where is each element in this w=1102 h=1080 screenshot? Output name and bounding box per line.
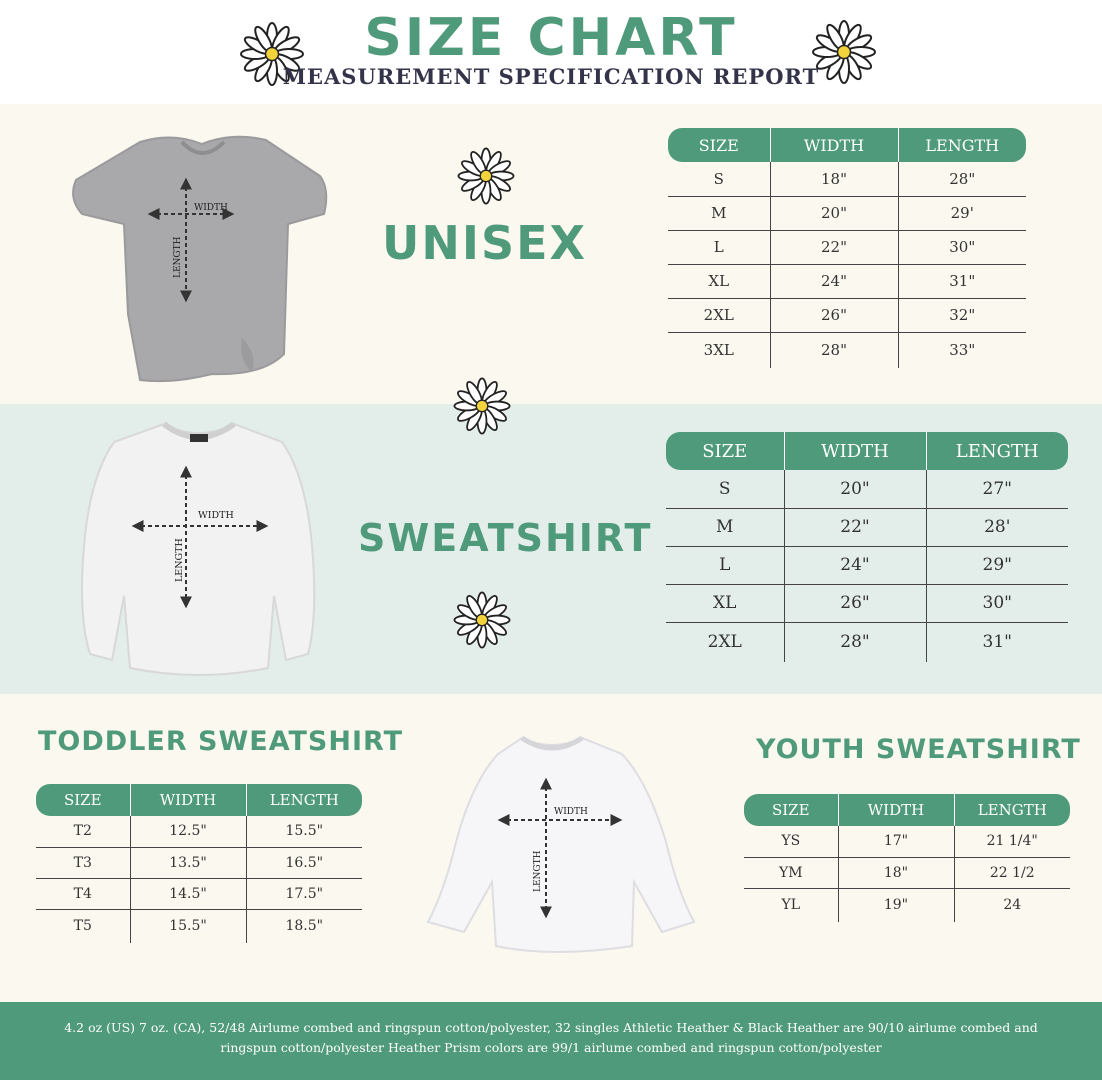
- size-cell: T2: [36, 816, 130, 847]
- fabric-details-text: 4.2 oz (US) 7 oz. (CA), 52/48 Airlume combed and ringspun cotton/polyester, 32 singles Athletic Heather & Black Heather are 90/10 airlume combed and ringspun cotton/polyester Heather Prism colors are 99/1 airlume combed and ringspun cotton/polyester: [64, 1020, 1038, 1055]
- table-row: [36, 816, 362, 847]
- width-cell: 22": [770, 230, 898, 264]
- length-label: LENGTH: [533, 850, 543, 892]
- width-label: WIDTH: [198, 510, 234, 521]
- length-cell: 18.5": [246, 909, 362, 943]
- width-cell: 28": [784, 622, 926, 662]
- size-cell: L: [666, 546, 784, 584]
- width-cell: 24": [770, 264, 898, 298]
- youth-label: YOUTH SWEATSHIRT: [756, 734, 1081, 765]
- size-cell: T5: [73, 918, 92, 935]
- size-cell: T4: [36, 878, 130, 909]
- column-header-length: LENGTH: [954, 794, 1070, 826]
- unisex-size-table: [668, 128, 1026, 368]
- width-cell: 12.5": [130, 816, 246, 847]
- size-cell: 3XL: [703, 341, 734, 360]
- column-header-length: LENGTH: [246, 784, 362, 816]
- size-cell: XL: [668, 264, 770, 298]
- table-row: [36, 878, 362, 909]
- column-header-length: LENGTH: [926, 432, 1068, 470]
- width-cell: 14.5": [130, 878, 246, 909]
- youth-size-table: [744, 794, 1070, 922]
- size-cell: T3: [36, 847, 130, 878]
- table-row: [668, 162, 1026, 196]
- size-cell: XL: [666, 584, 784, 622]
- sweatshirt-illustration: [68, 416, 330, 686]
- table-row: [36, 909, 362, 943]
- size-cell: 2XL: [707, 632, 742, 653]
- table-row: [666, 546, 1068, 584]
- width-label: WIDTH: [194, 203, 228, 213]
- length-label: LENGTH: [174, 538, 185, 582]
- column-header-size: SIZE: [668, 128, 770, 162]
- table-row: [744, 857, 1070, 888]
- size-cell: YL: [781, 897, 801, 914]
- size-cell: YS: [744, 826, 838, 857]
- sweatshirt-illustration: [412, 732, 706, 958]
- daisy-icon: [450, 374, 514, 438]
- column-header-size: SIZE: [36, 784, 130, 816]
- page-title: SIZE CHART: [364, 8, 738, 68]
- length-cell: 17.5": [246, 878, 362, 909]
- column-header-size: SIZE: [666, 432, 784, 470]
- width-cell: 19": [838, 888, 954, 922]
- toddler-size-table: [36, 784, 362, 943]
- length-cell: 30": [898, 230, 1026, 264]
- size-cell: L: [668, 230, 770, 264]
- length-cell: 22 1/2: [954, 857, 1070, 888]
- length-cell: 21 1/4": [954, 826, 1070, 857]
- length-cell: 31": [926, 622, 1068, 662]
- table-row: [666, 584, 1068, 622]
- table-row: [744, 888, 1070, 922]
- sweatshirt-section: [0, 404, 1102, 694]
- length-cell: 27": [926, 470, 1068, 508]
- sweatshirt-size-table: [666, 432, 1068, 662]
- width-cell: 13.5": [130, 847, 246, 878]
- table-row: [666, 622, 1068, 662]
- table-row: [668, 298, 1026, 332]
- length-cell: 31": [898, 264, 1026, 298]
- length-label: LENGTH: [173, 236, 183, 278]
- length-cell: 16.5": [246, 847, 362, 878]
- length-cell: 30": [926, 584, 1068, 622]
- kids-section: [0, 694, 1102, 1002]
- size-cell: S: [666, 470, 784, 508]
- column-header-width: WIDTH: [130, 784, 246, 816]
- fabric-details-footer: [0, 1002, 1102, 1080]
- length-cell: 24: [954, 888, 1070, 922]
- size-cell: M: [666, 508, 784, 546]
- table-row: [36, 847, 362, 878]
- table-row: [666, 508, 1068, 546]
- length-cell: 29': [898, 196, 1026, 230]
- width-cell: 26": [770, 298, 898, 332]
- table-row: [668, 264, 1026, 298]
- unisex-section: [0, 104, 1102, 404]
- length-cell: 29": [926, 546, 1068, 584]
- width-cell: 18": [770, 162, 898, 196]
- toddler-label: TODDLER SWEATSHIRT: [38, 726, 404, 757]
- length-cell: 15.5": [246, 816, 362, 847]
- daisy-icon: [450, 588, 514, 652]
- table-row: [668, 230, 1026, 264]
- size-cell: M: [668, 196, 770, 230]
- width-cell: 26": [784, 584, 926, 622]
- column-header-size: SIZE: [744, 794, 838, 826]
- width-cell: 24": [784, 546, 926, 584]
- width-cell: 22": [784, 508, 926, 546]
- width-cell: 18": [838, 857, 954, 888]
- table-row: [666, 470, 1068, 508]
- size-cell: S: [668, 162, 770, 196]
- width-cell: 20": [784, 470, 926, 508]
- width-cell: 17": [838, 826, 954, 857]
- page-subtitle: MEASUREMENT SPECIFICATION REPORT: [282, 64, 820, 89]
- unisex-label: UNISEX: [382, 216, 587, 270]
- width-cell: 28": [770, 332, 898, 368]
- length-cell: 32": [898, 298, 1026, 332]
- width-cell: 20": [770, 196, 898, 230]
- header: [0, 0, 1102, 104]
- length-cell: 28': [926, 508, 1068, 546]
- size-cell: YM: [744, 857, 838, 888]
- length-cell: 28": [898, 162, 1026, 196]
- tshirt-illustration: [62, 128, 342, 388]
- table-row: [744, 826, 1070, 857]
- column-header-width: WIDTH: [770, 128, 898, 162]
- size-cell: 2XL: [668, 298, 770, 332]
- sweatshirt-label: SWEATSHIRT: [358, 516, 653, 560]
- width-cell: 15.5": [130, 909, 246, 943]
- width-label: WIDTH: [554, 807, 588, 817]
- column-header-width: WIDTH: [784, 432, 926, 470]
- length-cell: 33": [898, 332, 1026, 368]
- table-row: [668, 332, 1026, 368]
- column-header-width: WIDTH: [838, 794, 954, 826]
- column-header-length: LENGTH: [898, 128, 1026, 162]
- table-row: [668, 196, 1026, 230]
- daisy-icon: [454, 144, 518, 208]
